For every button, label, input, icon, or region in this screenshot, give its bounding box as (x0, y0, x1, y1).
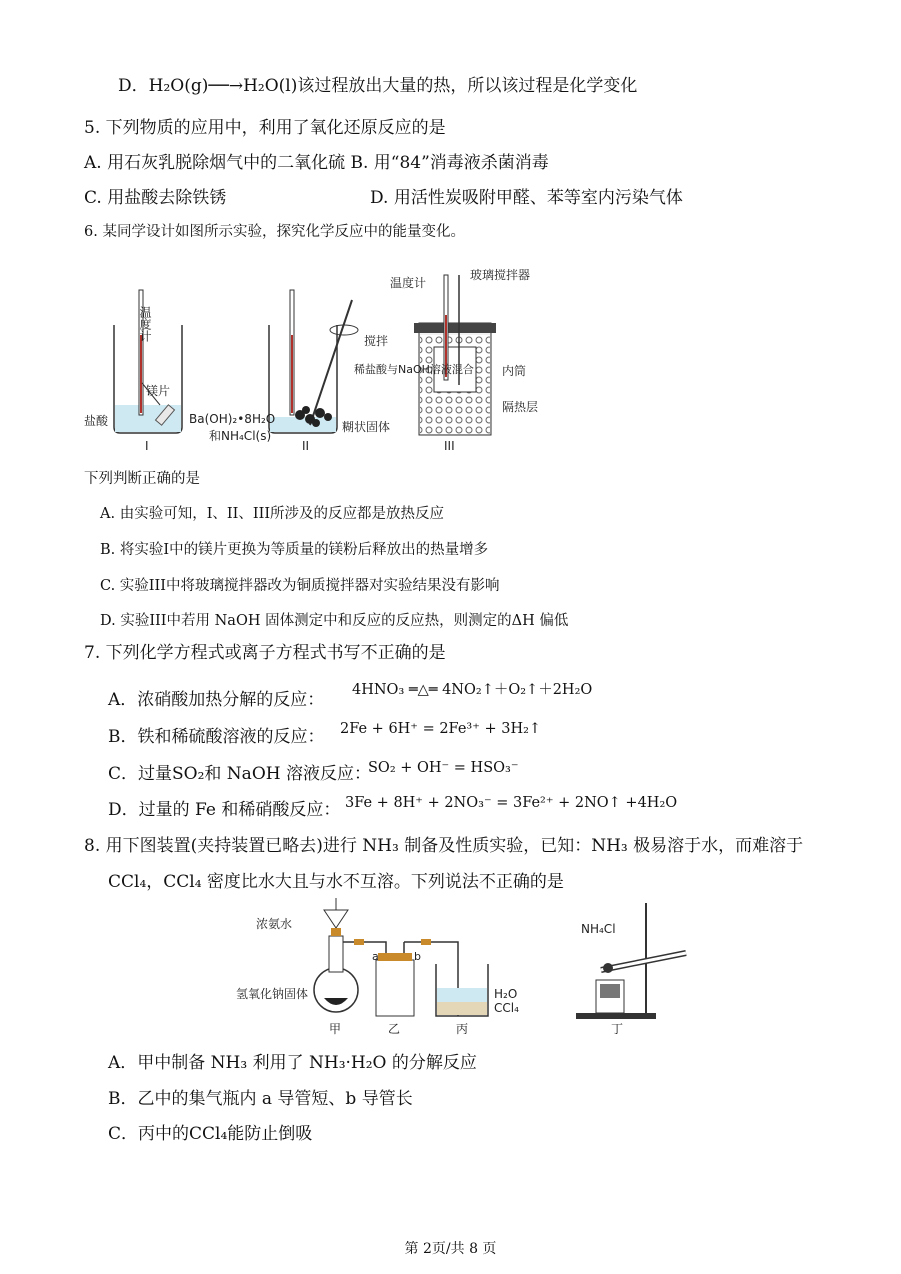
q6-option-b: B. 将实验I中的镁片更换为等质量的镁粉后释放出的热量增多 (100, 542, 489, 558)
ccl4-label: CCl₄ (494, 1001, 519, 1015)
q7-option-c-text: C．过量SO₂和 NaOH 溶液反应： (108, 764, 371, 784)
insulation-label: 隔热层 (502, 400, 539, 414)
stir-label: 搅拌 (364, 334, 389, 348)
q6-judge: 下列判断正确的是 (84, 471, 200, 487)
q7-option-a-text: A．浓硝酸加热分解的反应： (108, 690, 325, 710)
reagent-line-1: Ba(OH)₂•8H₂O (189, 412, 276, 426)
q7-option-b-equation: 2Fe + 6H⁺ = 2Fe³⁺ + 3H₂↑ (340, 721, 542, 737)
q8-option-a: A．甲中制备 NH₃ 利用了 NH₃·H₂O 的分解反应 (108, 1053, 477, 1073)
q7-option-d-text: D．过量的 Fe 和稀硝酸反应： (108, 800, 341, 820)
q7-option-d-equation: 3Fe + 8H⁺ + 2NO₃⁻ = 3Fe²⁺ + 2NO↑ +4H₂O (345, 795, 678, 811)
q8-figure (236, 898, 706, 1038)
q5-stem: 5. 下列物质的应用中，利用了氧化还原反应的是 (84, 118, 446, 138)
q8-stem-line-2: CCl₄，CCl₄ 密度比水大且与水不互溶。下列说法不正确的是 (108, 872, 564, 892)
q7-option-c-equation: SO₂ + OH⁻ = HSO₃⁻ (368, 760, 519, 776)
q5-option-d: D. 用活性炭吸附甲醛、苯等室内污染气体 (370, 188, 683, 208)
q8-option-c: C．丙中的CCl₄能防止倒吸 (108, 1124, 313, 1144)
tube-a-label: a (372, 950, 379, 963)
beaker-bing (436, 964, 488, 1016)
q5-option-c: C. 用盐酸去除铁锈 (84, 188, 227, 208)
q4-option-d: D．H₂O(g)──→H₂O(l)该过程放出大量的热，所以该过程是化学变化 (118, 76, 638, 96)
label-yi: 乙 (388, 1022, 401, 1036)
label-jia: 甲 (329, 1022, 342, 1036)
paste-label: 糊状固体 (342, 420, 391, 434)
thermo-label-3: 温度计 (390, 276, 427, 290)
q6-figure (84, 255, 564, 455)
roman-3: III (444, 439, 455, 453)
q8-option-b: B．乙中的集气瓶内 a 导管短、b 导管长 (108, 1089, 413, 1109)
q6-option-c: C. 实验III中将玻璃搅拌器改为铜质搅拌器对实验结果没有影响 (100, 578, 500, 594)
ammonia-label: 浓氨水 (256, 917, 293, 931)
bottle-yi (376, 953, 414, 1016)
hcl-label: 盐酸 (84, 414, 109, 428)
calorimeter (414, 275, 496, 435)
roman-2: II (302, 439, 310, 453)
inner-label: 内筒 (502, 364, 527, 378)
q6-option-d: D. 实验III中若用 NaOH 固体测定中和反应的反应热，则测定的ΔH 偏低 (100, 613, 569, 629)
apparatus-ding (576, 903, 686, 1019)
naoh-label: 氢氧化钠固体 (236, 987, 309, 1001)
thermo-label-1: 温度计 (116, 306, 152, 320)
q7-option-a-equation: 4HNO₃ ═△═ 4NO₂↑＋O₂↑＋2H₂O (352, 682, 593, 698)
mg-label: 镁片 (146, 384, 171, 398)
beaker-2 (269, 290, 358, 433)
q5-options-ab: A. 用石灰乳脱除烟气中的二氧化硫 B. 用“84”消毒液杀菌消毒 (84, 153, 549, 173)
q8-stem-line-1: 8. 用下图装置(夹持装置已略去)进行 NH₃ 制备及性质实验，已知：NH₃ 极易溶于水，而难溶于 (84, 836, 804, 856)
q7-stem: 7. 下列化学方程式或离子方程式书写不正确的是 (84, 643, 446, 663)
nh4cl-label: NH₄Cl (581, 922, 616, 936)
flask-jia (314, 898, 358, 1012)
page-footer: 第 2页/共 8 页 (404, 1241, 497, 1257)
glass-stirrer-label: 玻璃搅拌器 (470, 268, 531, 282)
q6-stem: 6. 某同学设计如图所示实验，探究化学反应中的能量变化。 (84, 224, 465, 240)
reagent-line-2: 和NH₄Cl(s) (209, 429, 272, 443)
water-label: H₂O (494, 987, 518, 1001)
tube-b-label: b (414, 950, 421, 963)
label-bing: 丙 (456, 1022, 469, 1036)
roman-1: I (145, 439, 149, 453)
q7-option-b-text: B．铁和稀硫酸溶液的反应： (108, 727, 325, 747)
q6-option-a: A. 由实验可知，I、II、III所涉及的反应都是放热反应 (100, 506, 445, 522)
label-ding: 丁 (611, 1022, 624, 1036)
mix-label: 稀盐酸与NaOH溶液混合 (354, 363, 474, 376)
